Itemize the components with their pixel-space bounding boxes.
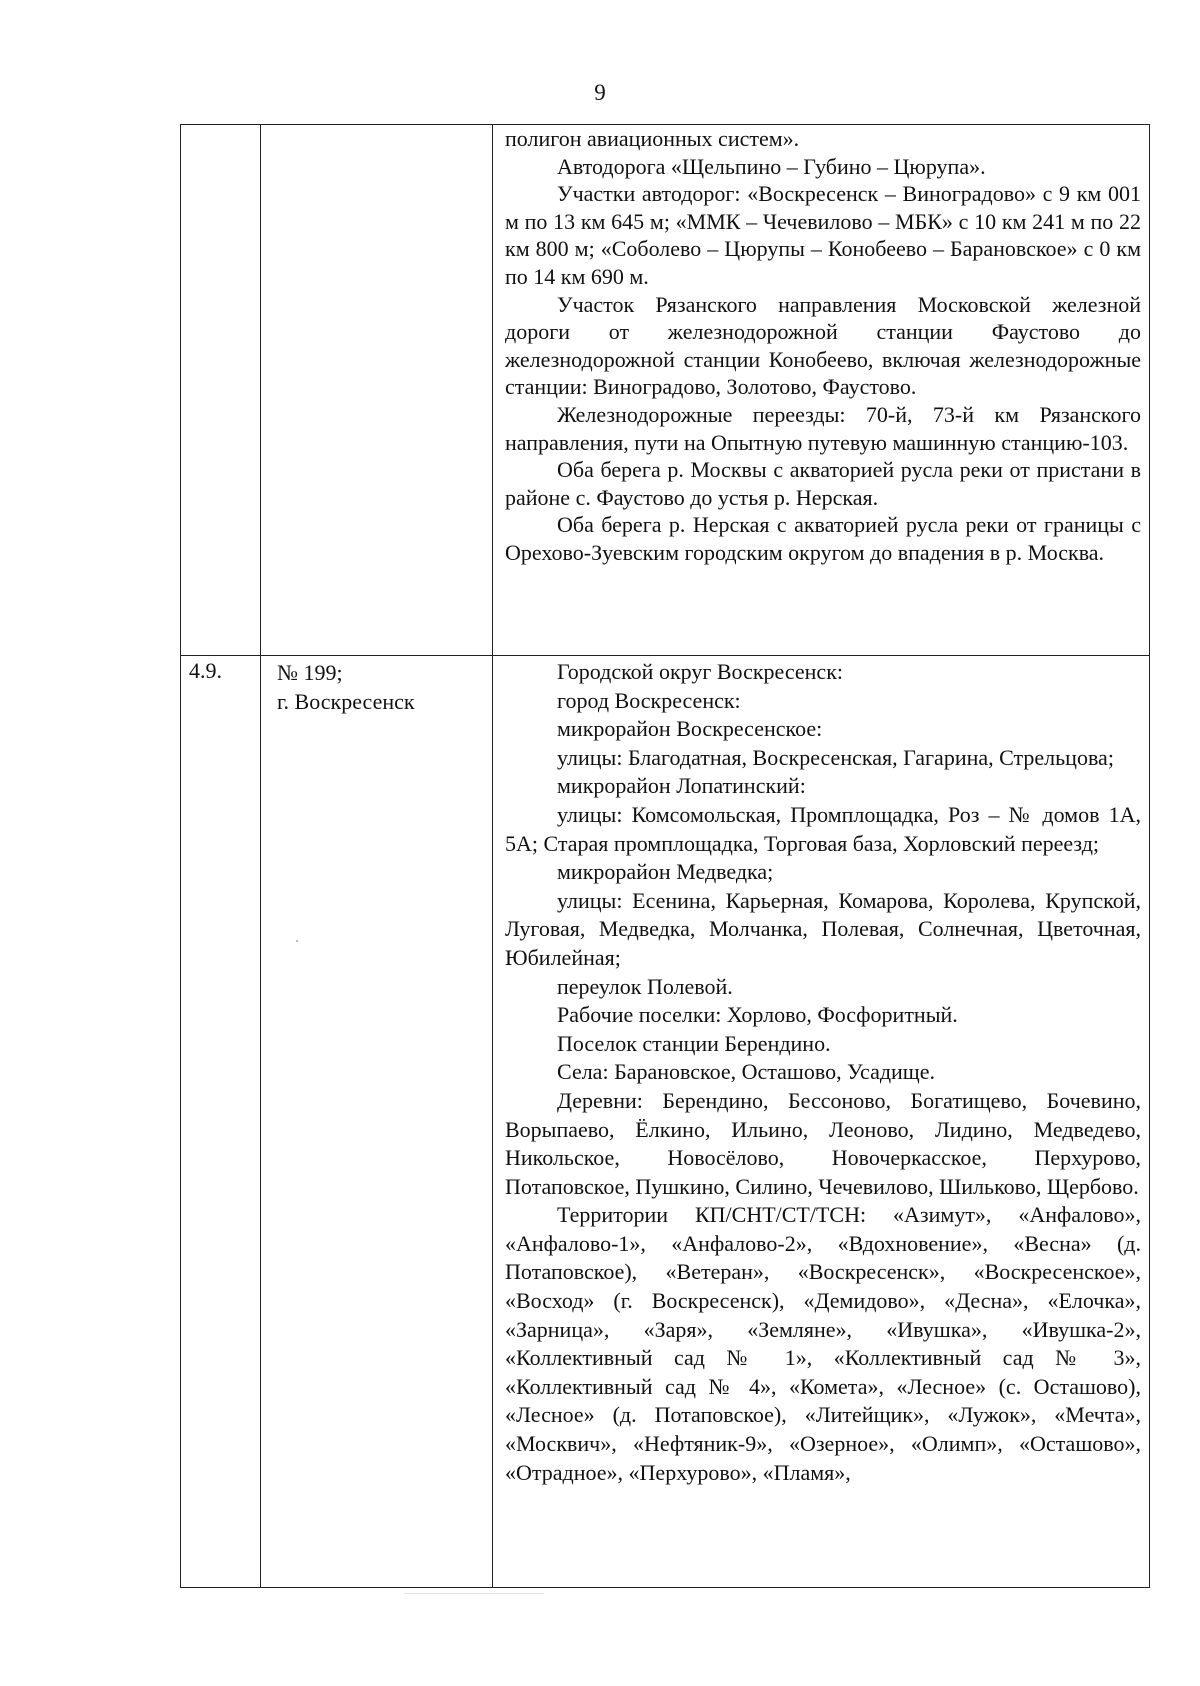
paragraph: Городской округ Воскресенск:	[557, 659, 843, 684]
paragraph: Участки автодорог: «Воскресенск – Виноградово» с 9 км 001 м по 13 км 645 м; «ММК – Чечевилово – МБК» с 10 км 241 м по 22 км 800 м; «Соболево – Цюрупы – Конобеево – Барановское» с 0 км по 14 км 690 м.	[505, 181, 1141, 289]
table-row	[181, 656, 1150, 1588]
paragraph: Оба берега р. Нерская с акваторией русла реки от границы с Орехово-Зуевским городским округом до впадения в р. Москва.	[505, 512, 1141, 565]
paragraph: Рабочие поселки: Хорлово, Фосфоритный.	[557, 1002, 958, 1028]
paragraph: Оба берега р. Москвы с акваторией русла реки от пристани в районе с. Фаустово до устья р. Нерская.	[505, 457, 1141, 510]
paragraph: Деревни: Берендино, Бессоново, Богатищево, Бочевино, Ворыпаево, Ёлкино, Ильино, Леоново, Лидино, Медведево, Никольское, Новосёлово, Новочеркасское, Перхурово, Потаповское, Пушкино, Силино, Чечевилово, Шильково, Щербово.	[505, 1087, 1141, 1199]
document-table	[180, 124, 1150, 1588]
row-number-cell	[181, 125, 261, 656]
scan-speck	[296, 940, 298, 942]
territory-description-cell	[493, 125, 1150, 656]
district-cell	[261, 125, 493, 656]
paragraph: улицы: Комсомольская, Промплощадка, Роз – № домов 1А, 5А; Старая промплощадка, Торговая база, Хорловский переезд;	[505, 801, 1141, 856]
row-number: 4.9.	[189, 658, 222, 683]
table-row	[181, 125, 1150, 656]
paragraph: полигон авиационных систем».	[505, 126, 800, 151]
scan-artifact-line	[404, 1593, 544, 1594]
paragraph: микрорайон Лопатинский:	[557, 773, 806, 799]
district-number: № 199;	[277, 660, 343, 685]
district-name: г. Воскресенск	[277, 689, 415, 714]
paragraph: улицы: Благодатная, Воскресенская, Гагарина, Стрельцова;	[557, 744, 1114, 770]
paragraph: Железнодорожные переезды: 70-й, 73-й км Рязанского направления, пути на Опытную путевую машинную станцию-103.	[505, 401, 1141, 455]
paragraph: микрорайон Воскресенское:	[557, 716, 823, 742]
territory-description	[493, 125, 1149, 567]
territory-description-cell	[493, 656, 1150, 1588]
paragraph: Поселок станции Берендино.	[557, 1030, 831, 1056]
paragraph: Территории КП/СНТ/СТ/ТСН: «Азимут», «Анфалово», «Анфалово-1», «Анфалово-2», «Вдохновение», «Весна» (д. Потаповское), «Ветеран», «Воскресенск», «Воскресенское», «Восход» (г. Воскресенск), «Демидово», «Десна», «Елочка», «Зарница», «Заря», «Земляне», «Ивушка», «Ивушка-2», «Коллективный сад № 1», «Коллективный сад № 3», «Коллективный сад № 4», «Комета», «Лесное» (с. Осташово), «Лесное» (д. Потаповское), «Литейщик», «Лужок», «Мечта», «Москвич», «Нефтяник-9», «Озерное», «Олимп», «Осташово», «Отрадное», «Перхурово», «Пламя»,	[505, 1202, 1141, 1485]
row-number-cell	[181, 656, 261, 1588]
paragraph: Села: Барановское, Осташово, Усадище.	[557, 1059, 936, 1085]
paragraph: город Воскресенск:	[557, 687, 741, 713]
paragraph: Автодорога «Щельпино – Губино – Цюрупа».	[557, 153, 986, 179]
paragraph: микрорайон Медведка;	[557, 859, 774, 885]
paragraph: переулок Полевой.	[557, 973, 733, 999]
page-number: 9	[594, 80, 606, 105]
paragraph: улицы: Есенина, Карьерная, Комарова, Королева, Крупской, Луговая, Медведка, Молчанка, Полевая, Солнечная, Цветочная, Юбилейная;	[505, 887, 1141, 970]
territory-description	[493, 656, 1149, 1487]
district-cell	[261, 656, 493, 1588]
paragraph: Участок Рязанского направления Московской железной дороги от железнодорожной станции Фаустово до железнодорожной станции Конобеево, включая железнодорожные станции: Виноградово, Золотово, Фаустово.	[505, 291, 1141, 400]
